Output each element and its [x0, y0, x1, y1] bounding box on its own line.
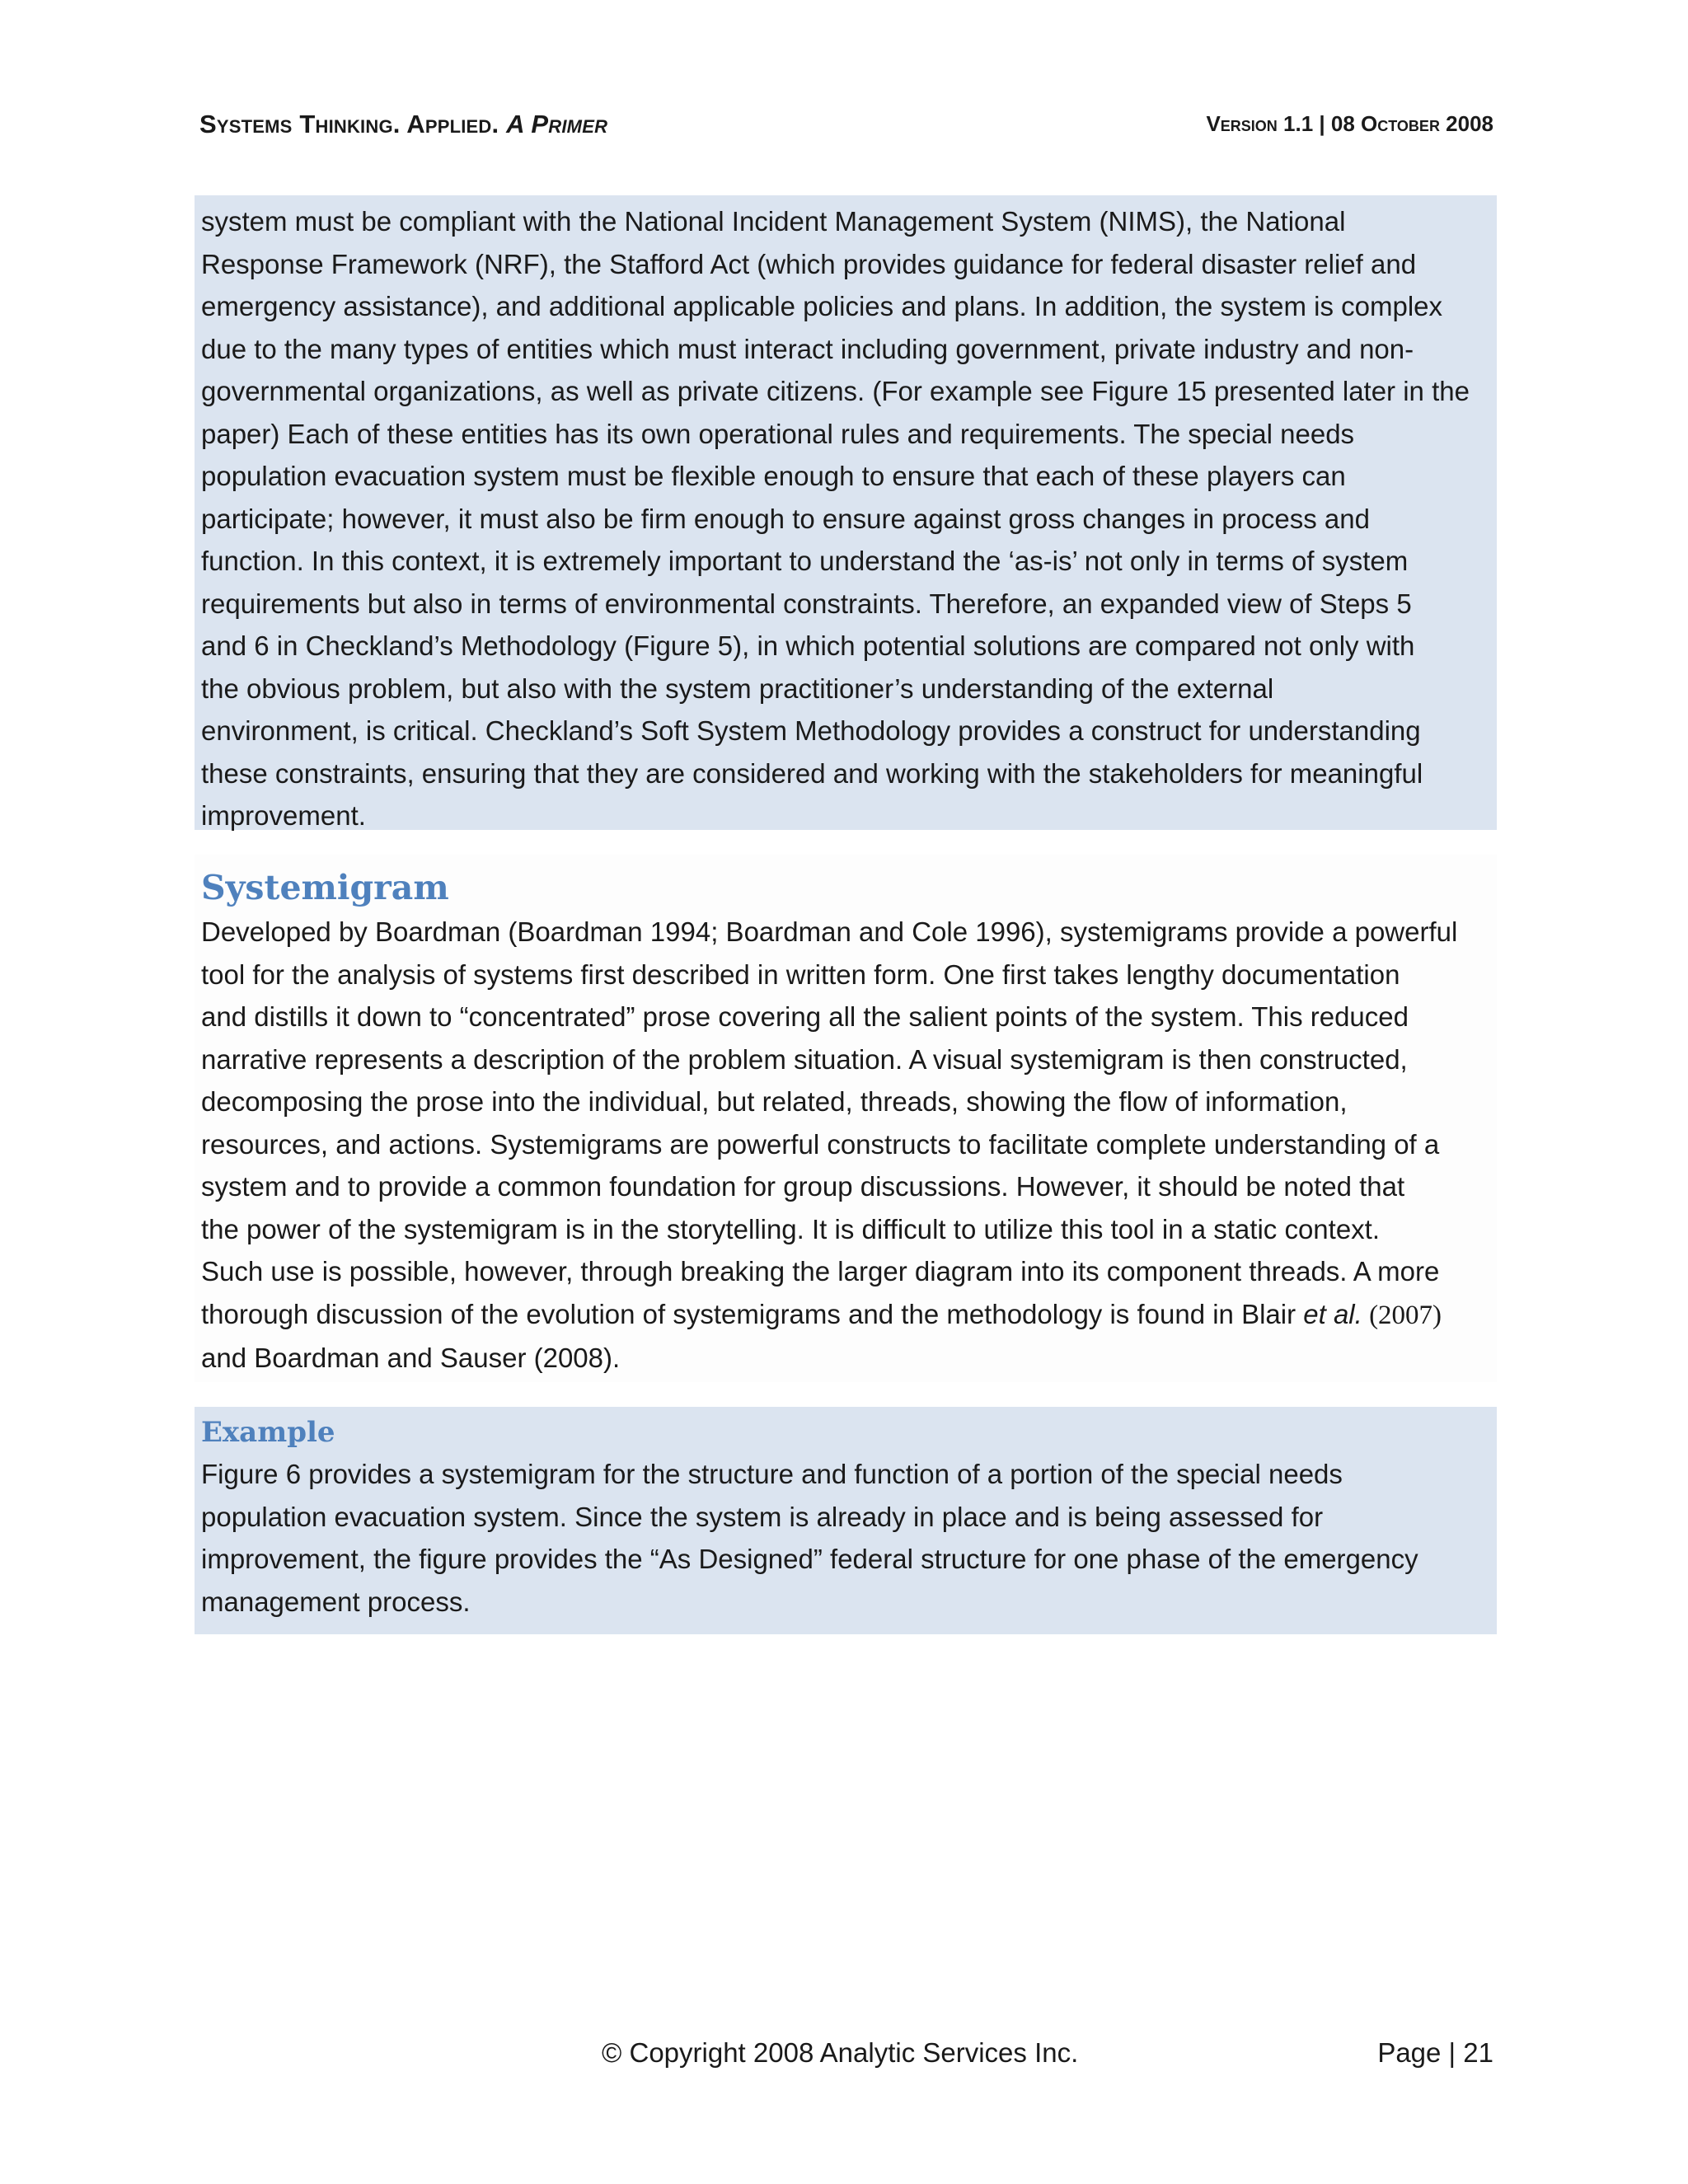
- intro-line: requirements but also in terms of environmental constraints. Therefore, an expanded view of Steps 5: [201, 588, 1412, 619]
- intro-line: these constraints, ensuring that they are considered and working with the stakeholders for meaningful: [201, 757, 1423, 789]
- page-footer: [199, 2037, 1493, 2075]
- example-section: [195, 1407, 1497, 1634]
- intro-line: improvement.: [201, 800, 366, 831]
- page-number: Page | 21: [1377, 2037, 1493, 2068]
- systemigram-line: resources, and actions. Systemigrams are powerful constructs to facilitate complete understanding of a: [201, 1128, 1440, 1160]
- systemigram-line: and distills it down to “concentrated” prose covering all the salient points of the system. This reduced: [201, 1001, 1409, 1032]
- systemigram-line-text: thorough discussion of the evolution of systemigrams and the methodology is found in Blair: [201, 1298, 1304, 1329]
- intro-line: and 6 in Checkland’s Methodology (Figure 5), in which potential solutions are compared not only with: [201, 630, 1415, 661]
- example-line: Figure 6 provides a systemigram for the structure and function of a portion of the special needs: [201, 1459, 1343, 1489]
- example-line: population evacuation system. Since the system is already in place and is being assessed for: [201, 1501, 1324, 1532]
- intro-line: the obvious problem, but also with the system practitioner’s understanding of the external: [201, 673, 1274, 704]
- page-header: [199, 110, 1493, 146]
- example-heading: Example: [201, 1416, 335, 1449]
- systemigram-line: decomposing the prose into the individual, but related, threads, showing the flow of information,: [201, 1086, 1348, 1117]
- example-paragraph: [201, 1453, 1490, 1623]
- intro-line: participate; however, it must also be firm enough to ensure against gross changes in process and: [201, 503, 1370, 534]
- intro-line: environment, is critical. Checkland’s Soft System Methodology provides a construct for understanding: [201, 715, 1421, 746]
- intro-section: [195, 195, 1497, 830]
- systemigram-line: system and to provide a common foundation for group discussions. However, it should be noted that: [201, 1171, 1405, 1202]
- intro-line: population evacuation system must be flexible enough to ensure that each of these players can: [201, 461, 1346, 491]
- systemigram-line: and Boardman and Sauser (2008).: [201, 1343, 621, 1373]
- intro-line: paper) Each of these entities has its own operational rules and requirements. The special needs: [201, 418, 1355, 449]
- example-line: management process.: [201, 1586, 471, 1617]
- et-al-italic: et al.: [1303, 1298, 1362, 1329]
- intro-line: governmental organizations, as well as private citizens. (For example see Figure 15 presented later in the: [201, 376, 1470, 406]
- version-label: Version 1.1 | 08 October 2008: [1206, 111, 1493, 136]
- citation-year: (2007): [1362, 1300, 1442, 1330]
- systemigram-line: tool for the analysis of systems first described in written form. One first takes lengthy documentation: [201, 958, 1400, 990]
- systemigram-line: Developed by Boardman (Boardman 1994; Boardman and Cole 1996), systemigrams provide a powerful: [201, 916, 1458, 947]
- intro-line: Response Framework (NRF), the Stafford Act (which provides guidance for federal disaster relief and: [201, 248, 1417, 279]
- systemigram-heading: Systemigram: [201, 868, 449, 907]
- document-title-main: Systems Thinking. Applied.: [199, 110, 499, 138]
- systemigram-line: [201, 1299, 1442, 1329]
- intro-line: system must be compliant with the National Incident Management System (NIMS), the National: [201, 206, 1346, 237]
- intro-line: function. In this context, it is extremely important to understand the ‘as-is’ not only in terms of system: [201, 546, 1409, 576]
- intro-paragraph: [201, 200, 1490, 837]
- document-title: [199, 110, 607, 139]
- systemigram-paragraph: [201, 911, 1490, 1380]
- example-line: improvement, the figure provides the “As Designed” federal structure for one phase of the emergency: [201, 1544, 1418, 1574]
- systemigram-line: the power of the systemigram is in the storytelling. It is difficult to utilize this tool in a static context.: [201, 1213, 1381, 1244]
- systemigram-line: Such use is possible, however, through breaking the larger diagram into its component threads. A more: [201, 1256, 1440, 1286]
- document-title-subtitle: A Primer: [506, 110, 608, 138]
- copyright-notice: © Copyright 2008 Analytic Services Inc.: [602, 2037, 1079, 2068]
- systemigram-line: narrative represents a description of the problem situation. A visual systemigram is then constructed,: [201, 1043, 1408, 1075]
- intro-line: emergency assistance), and additional applicable policies and plans. In addition, the system is complex: [201, 291, 1443, 321]
- intro-line: due to the many types of entities which must interact including government, private industry and non-: [201, 333, 1414, 364]
- systemigram-section: [195, 855, 1497, 1382]
